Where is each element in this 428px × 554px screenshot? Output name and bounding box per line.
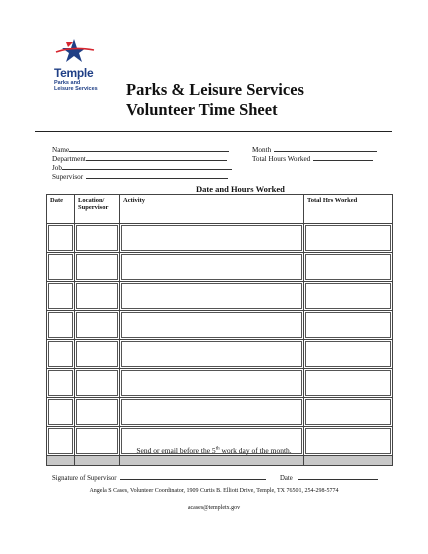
- hours-cell[interactable]: [304, 369, 393, 398]
- date-cell[interactable]: [47, 282, 75, 311]
- activity-cell[interactable]: [120, 398, 304, 427]
- page-title: Parks & Leisure Services: [126, 80, 304, 99]
- month-label: Month: [252, 146, 272, 154]
- footer-email[interactable]: acases@templetx.gov: [187, 505, 241, 511]
- month-line[interactable]: [274, 144, 377, 152]
- note-text-before: Send or email before the 5: [136, 446, 216, 455]
- table-row: [47, 224, 393, 253]
- temple-logo: [44, 38, 108, 98]
- signature-line[interactable]: [120, 472, 266, 480]
- logo-subtitle: Parks and Leisure Services: [54, 80, 98, 92]
- location-cell[interactable]: [75, 340, 120, 369]
- name-line[interactable]: [69, 144, 229, 152]
- table-row: [47, 282, 393, 311]
- hours-cell[interactable]: [304, 224, 393, 253]
- activity-cell[interactable]: [120, 224, 304, 253]
- table-row: [47, 369, 393, 398]
- logo-wordmark: Temple: [54, 66, 94, 80]
- header-location: Location/ Supervisor: [75, 195, 120, 224]
- activity-cell[interactable]: [120, 369, 304, 398]
- signature-date-line[interactable]: [298, 472, 378, 480]
- location-cell[interactable]: [75, 224, 120, 253]
- job-label: Job: [52, 164, 62, 172]
- job-line[interactable]: [62, 162, 232, 170]
- date-cell[interactable]: [47, 224, 75, 253]
- date-cell[interactable]: [47, 398, 75, 427]
- signature-date-label: Date: [279, 475, 293, 482]
- total-hours-field[interactable]: [252, 153, 373, 163]
- star-icon: [54, 38, 98, 68]
- location-cell[interactable]: [75, 253, 120, 282]
- table-row: [47, 311, 393, 340]
- signature-row: [52, 472, 378, 482]
- supervisor-field[interactable]: [52, 171, 228, 181]
- department-label: Department: [52, 155, 86, 163]
- note-superscript: th: [215, 446, 220, 452]
- table-row: [47, 398, 393, 427]
- location-cell[interactable]: [75, 369, 120, 398]
- header-total: Total Hrs Worked: [304, 195, 393, 224]
- title-divider: [35, 131, 392, 132]
- table-shaded-row: [47, 456, 393, 466]
- activity-cell[interactable]: [120, 253, 304, 282]
- date-cell[interactable]: [47, 253, 75, 282]
- signature-label: Signature of Supervisor: [52, 475, 117, 482]
- date-cell[interactable]: [47, 311, 75, 340]
- section-title: Date and Hours Worked: [196, 184, 285, 194]
- total-hours-label: Total Hours Worked: [252, 155, 311, 163]
- header-date: Date: [47, 195, 75, 224]
- hours-cell[interactable]: [304, 340, 393, 369]
- hours-cell[interactable]: [304, 253, 393, 282]
- activity-cell[interactable]: [120, 340, 304, 369]
- page-subtitle: Volunteer Time Sheet: [126, 100, 278, 119]
- total-hours-line[interactable]: [313, 153, 373, 161]
- location-cell[interactable]: [75, 398, 120, 427]
- footer-contact: Angela S Cases, Volunteer Coordinator, 1909 Curtis B. Elliott Drive, Temple, TX 76501, 254-298-5774: [89, 488, 339, 494]
- table-row: [47, 340, 393, 369]
- location-cell[interactable]: [75, 311, 120, 340]
- supervisor-label: Supervisor: [52, 173, 84, 181]
- location-cell[interactable]: [75, 282, 120, 311]
- date-cell[interactable]: [47, 340, 75, 369]
- table-header-row: [47, 195, 393, 224]
- department-line[interactable]: [86, 153, 227, 161]
- hours-cell[interactable]: [304, 282, 393, 311]
- name-label: Name: [52, 146, 70, 154]
- header-activity: Activity: [120, 195, 304, 224]
- date-cell[interactable]: [47, 369, 75, 398]
- table-row: [47, 253, 393, 282]
- supervisor-line[interactable]: [86, 171, 228, 179]
- activity-cell[interactable]: [120, 282, 304, 311]
- hours-cell[interactable]: [304, 311, 393, 340]
- hours-table: [46, 194, 393, 466]
- note-text-after: work day of the month.: [219, 446, 292, 455]
- hours-cell[interactable]: [304, 398, 393, 427]
- submission-note: [0, 446, 428, 455]
- activity-cell[interactable]: [120, 311, 304, 340]
